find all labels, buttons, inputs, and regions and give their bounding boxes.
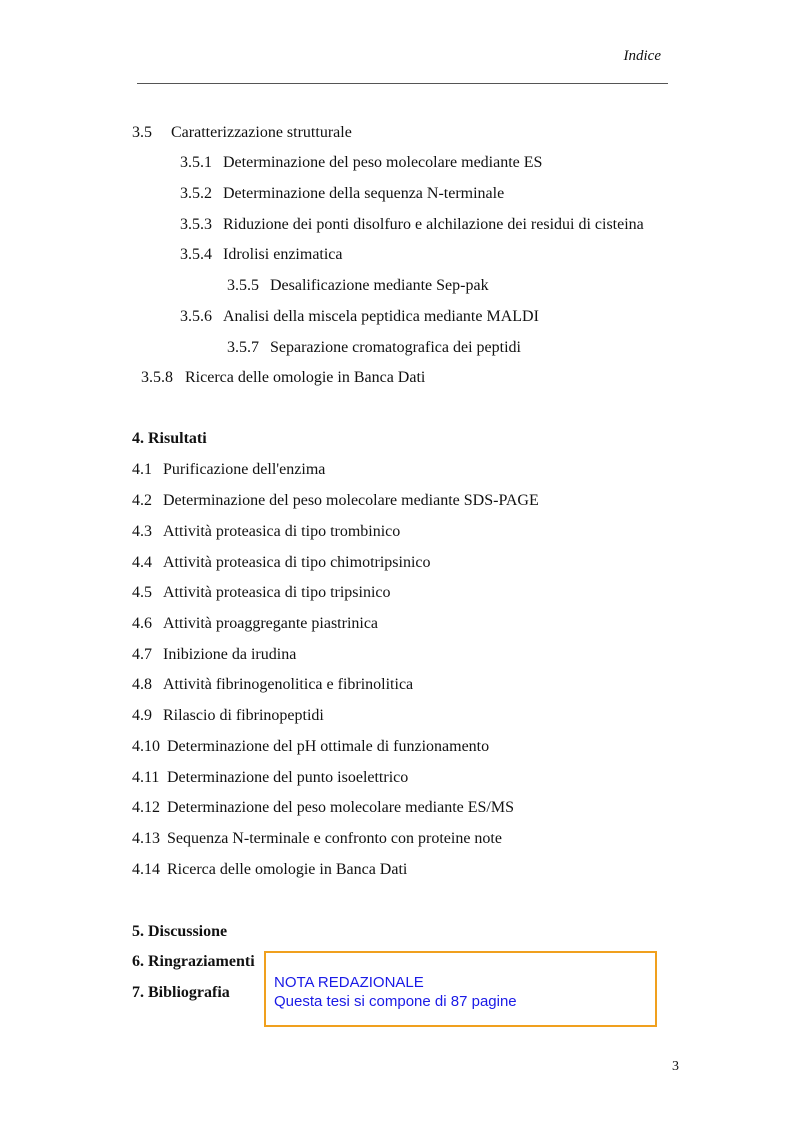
toc-number: 4.9 <box>132 707 152 724</box>
toc-title: Purificazione dell'enzima <box>163 461 326 478</box>
toc-entry-4-9 <box>132 706 324 726</box>
toc-number: 4.13 <box>132 830 160 847</box>
toc-title: Determinazione del punto isoelettrico <box>167 769 409 786</box>
toc-entry-4-10 <box>132 737 489 757</box>
toc-number: 3.5.6 <box>180 308 212 325</box>
toc-number: 4.3 <box>132 523 152 540</box>
toc-title: Determinazione del peso molecolare mediante SDS-PAGE <box>163 492 539 509</box>
toc-number: 3.5.1 <box>180 154 212 171</box>
toc-number: 4.2 <box>132 492 152 509</box>
toc-entry-4-14 <box>132 860 407 880</box>
toc-number: 4.4 <box>132 554 152 571</box>
toc-entry-4-11 <box>132 768 408 788</box>
toc-entry-4-7 <box>132 645 296 665</box>
toc-title: Idrolisi enzimatica <box>223 246 343 263</box>
page-number: 3 <box>672 1059 679 1074</box>
toc-title: Determinazione del pH ottimale di funzionamento <box>167 738 490 755</box>
toc-number: 4.10 <box>132 738 160 755</box>
toc-entry-4-1 <box>132 460 325 480</box>
toc-title: Riduzione dei ponti disolfuro e alchilazione dei residui di cisteina <box>223 216 644 233</box>
running-header-title: Indice <box>623 48 661 64</box>
toc-entry-4-5 <box>132 583 391 603</box>
toc-number: 4.14 <box>132 861 160 878</box>
toc-number: 4.11 <box>132 769 160 786</box>
toc-title: Sequenza N-terminale e confronto con proteine note <box>167 830 502 847</box>
toc-entry-4-2 <box>132 491 539 511</box>
toc-title: Attività proteasica di tipo chimotripsinico <box>163 554 431 571</box>
toc-number: 3.5.5 <box>227 277 259 294</box>
toc-entry-3-5-6 <box>180 307 539 327</box>
toc-title: Ricerca delle omologie in Banca Dati <box>185 369 426 386</box>
toc-entry-3-5-4 <box>180 245 343 265</box>
header-divider <box>137 83 668 84</box>
toc-number: 3.5 <box>132 124 152 141</box>
toc-entry-4-12 <box>132 798 514 818</box>
toc-number: 3.5.8 <box>141 369 173 386</box>
toc-entry-4-6 <box>132 614 378 634</box>
note-heading: NOTA REDAZIONALE <box>274 974 424 991</box>
toc-entry-4-8 <box>132 675 413 695</box>
toc-entry-4-13 <box>132 829 502 849</box>
toc-number: 3.5.7 <box>227 339 259 356</box>
toc-chapter-6: 6. Ringraziamenti <box>132 953 255 970</box>
toc-title: Attività proteasica di tipo tripsinico <box>163 584 391 601</box>
toc-title: Attività proteasica di tipo trombinico <box>163 523 401 540</box>
toc-entry-3-5-7 <box>227 338 521 358</box>
toc-title: Caratterizzazione strutturale <box>171 124 352 141</box>
toc-number: 4.8 <box>132 676 152 693</box>
toc-number: 3.5.3 <box>180 216 212 233</box>
toc-number: 4.7 <box>132 646 152 663</box>
toc-title: Inibizione da irudina <box>163 646 297 663</box>
toc-entry-3-5-1 <box>180 153 542 173</box>
toc-chapter-4: 4. Risultati <box>132 430 207 447</box>
toc-chapter-7: 7. Bibliografia <box>132 984 230 1001</box>
toc-title: Attività proaggregante piastrinica <box>163 615 379 632</box>
toc-entry-3-5 <box>132 123 352 143</box>
toc-number: 4.6 <box>132 615 152 632</box>
toc-number: 4.12 <box>132 799 160 816</box>
toc-title: Determinazione della sequenza N-terminale <box>223 185 505 202</box>
toc-title: Ricerca delle omologie in Banca Dati <box>167 861 408 878</box>
toc-title: Desalificazione mediante Sep-pak <box>270 277 489 294</box>
toc-entry-3-5-8 <box>141 368 425 388</box>
toc-entry-3-5-2 <box>180 184 504 204</box>
toc-chapter-5: 5. Discussione <box>132 923 228 940</box>
editorial-note-box <box>264 951 657 1027</box>
toc-entry-3-5-3 <box>180 215 644 235</box>
toc-title: Determinazione del peso molecolare mediante ES/MS <box>167 799 514 816</box>
toc-number: 4.5 <box>132 584 152 601</box>
toc-title: Attività fibrinogenolitica e fibrinolitica <box>163 676 414 693</box>
toc-title: Analisi della miscela peptidica mediante MALDI <box>223 308 539 325</box>
toc-entry-4-4 <box>132 553 431 573</box>
toc-title: Determinazione del peso molecolare mediante ES <box>223 154 543 171</box>
toc-entry-3-5-5 <box>227 276 489 296</box>
toc-entry-4-3 <box>132 522 400 542</box>
toc-title: Separazione cromatografica dei peptidi <box>270 339 521 356</box>
note-text: Questa tesi si compone di 87 pagine <box>274 993 517 1010</box>
toc-number: 3.5.4 <box>180 246 212 263</box>
toc-number: 4.1 <box>132 461 152 478</box>
toc-number: 3.5.2 <box>180 185 212 202</box>
toc-title: Rilascio di fibrinopeptidi <box>163 707 324 724</box>
